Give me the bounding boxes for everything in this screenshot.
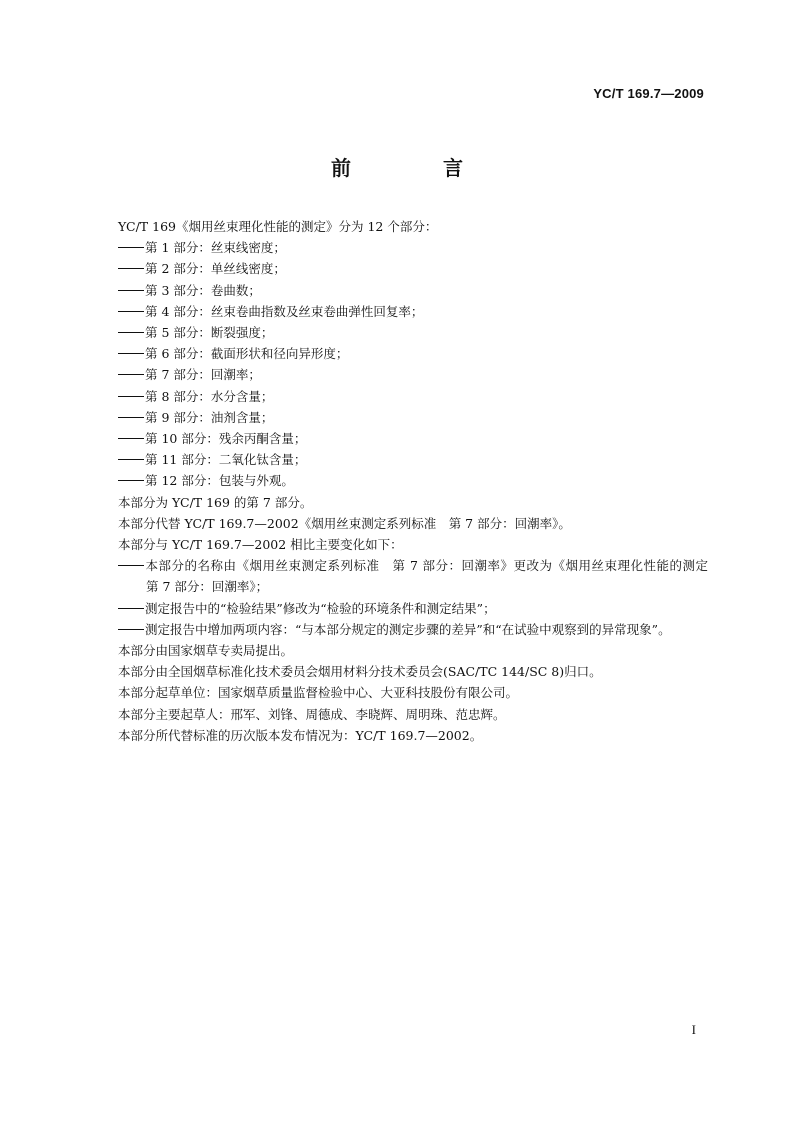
list-item: 第 8 部分：水分含量； <box>118 386 708 407</box>
list-item: 第 3 部分：卷曲数； <box>118 280 708 301</box>
list-item: 第 9 部分：油剂含量； <box>118 407 708 428</box>
list-item: 第 11 部分：二氧化钛含量； <box>118 449 708 470</box>
page-title: 前 言 <box>331 156 499 180</box>
statement: 本部分由国家烟草专卖局提出。 <box>118 643 294 659</box>
dash-mark <box>118 374 144 375</box>
list-item: 第 4 部分：丝束卷曲指数及丝束卷曲弹性回复率； <box>118 301 708 322</box>
foreword-body <box>118 216 721 746</box>
list-item: 第 12 部分：包装与外观。 <box>118 470 708 491</box>
statement: 本部分所代替标准的历次版本发布情况为：YC/T 169.7—2002。 <box>118 727 483 743</box>
dash-mark <box>118 629 144 630</box>
standard-code: YC/T 169.7—2009 <box>593 86 704 101</box>
dash-mark <box>118 480 144 481</box>
statement: 本部分代替 YC/T 169.7—2002《烟用丝束测定系列标准 第 7 部分：回潮率》。 <box>118 515 571 531</box>
dash-mark <box>118 353 144 354</box>
dash-mark <box>118 459 144 460</box>
statement: 本部分主要起草人：邢军、刘锋、周德成、李晓辉、周明珠、范忠辉。 <box>118 706 506 722</box>
statement: 本部分为 YC/T 169 的第 7 部分。 <box>118 494 313 510</box>
list-item: 第 10 部分：残余丙酮含量； <box>118 428 708 449</box>
page-number: I <box>691 1022 696 1037</box>
dash-mark <box>118 608 144 609</box>
dash-mark <box>118 438 144 439</box>
dash-mark <box>118 332 144 333</box>
list-item: 第 1 部分：丝束线密度； <box>118 237 708 258</box>
change-item: 本部分的名称由《烟用丝束测定系列标准 第 7 部分：回潮率》更改为《烟用丝束理化性能的测定 第 7 部分：回潮率》； <box>118 555 708 597</box>
dash-mark <box>118 247 144 248</box>
list-item: 第 5 部分：断裂强度； <box>118 322 708 343</box>
dash-mark <box>118 565 144 566</box>
list-item: 第 2 部分：单丝线密度； <box>118 258 708 279</box>
parts-list <box>118 237 708 491</box>
dash-mark <box>118 311 144 312</box>
statement: 本部分起草单位：国家烟草质量监督检验中心、大亚科技股份有限公司。 <box>118 685 519 701</box>
dash-mark <box>118 417 144 418</box>
dash-mark <box>118 268 144 269</box>
intro-text: YC/T 169《烟用丝束理化性能的测定》分为 12 个部分： <box>118 219 438 234</box>
dash-mark <box>118 396 144 397</box>
list-item: 第 6 部分：截面形状和径向异形度； <box>118 343 708 364</box>
statement: 本部分与 YC/T 169.7—2002 相比主要变化如下： <box>118 537 403 553</box>
list-item: 第 7 部分：回潮率； <box>118 364 708 385</box>
statement: 本部分由全国烟草标准化技术委员会烟用材料分技术委员会(SAC/TC 144/SC 8)归口。 <box>118 664 602 680</box>
change-item: 测定报告中的“检验结果”修改为“检验的环境条件和测定结果”； <box>118 598 708 619</box>
change-item: 测定报告中增加两项内容：“与本部分规定的测定步骤的差异”和“在试验中观察到的异常现象”。 <box>118 619 708 640</box>
dash-mark <box>118 290 144 291</box>
changes-list <box>118 555 721 640</box>
